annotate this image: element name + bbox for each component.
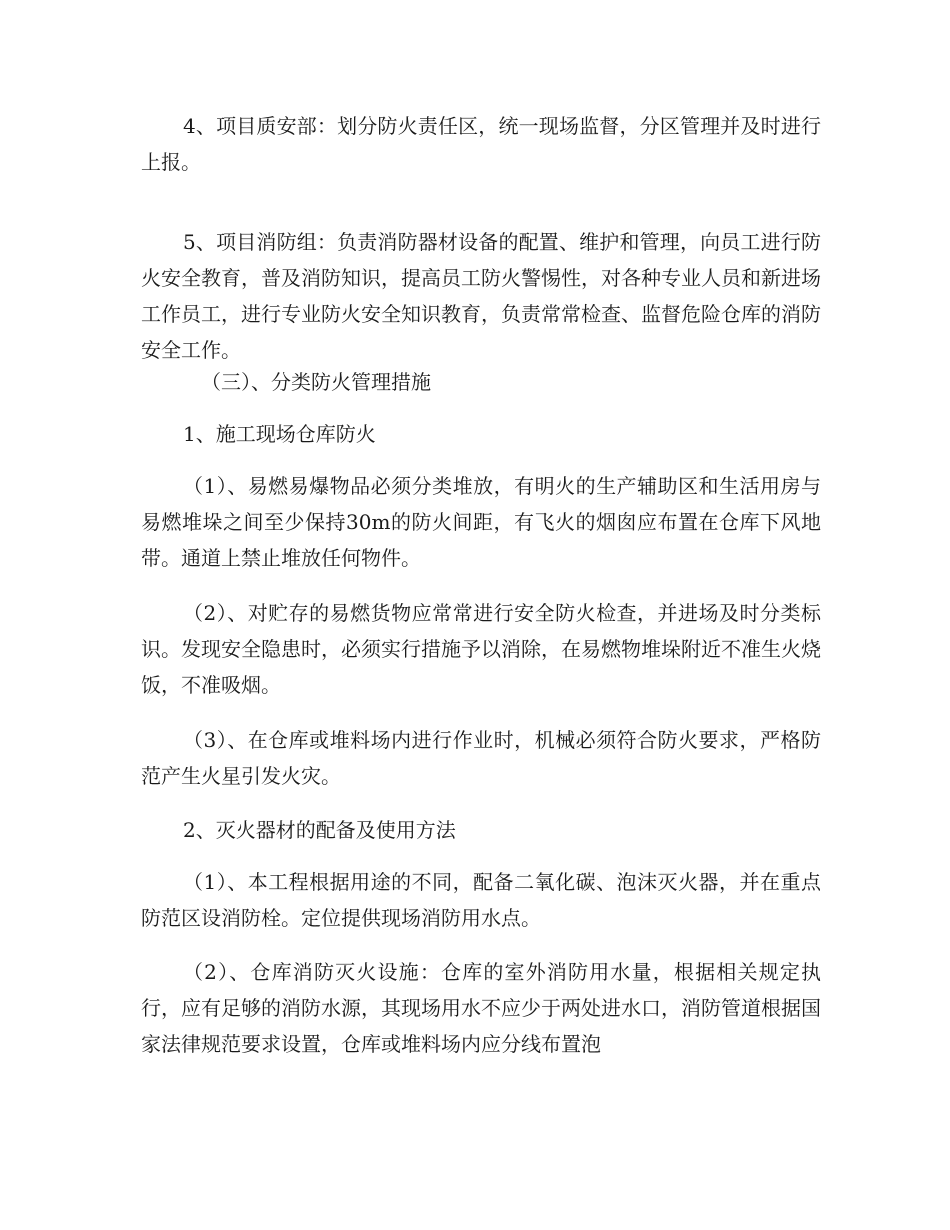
- paragraph-item-2-inspection: （2）、对贮存的易燃货物应常常进行安全防火检查，并进场及时分类标识。发现安全隐患时，必须实行措施予以消除，在易燃物堆垛附近不准生火烧饭，不准吸烟。: [141, 601, 821, 697]
- paragraph-item-1-storage: （1）、易燃易爆物品必须分类堆放，有明火的生产辅助区和生活用房与易燃堆垛之间至少保持30m的防火间距，有飞火的烟囱应布置在仓库下风地带。通道上禁止堆放任何物件。: [141, 474, 821, 570]
- subheading-warehouse-fire: 1、施工现场仓库防火: [183, 422, 376, 446]
- section-heading-fire-measures: （三）、分类防火管理措施: [201, 370, 431, 394]
- paragraph-extinguisher-item-2: （2）、仓库消防灭火设施：仓库的室外消防用水量，根据相关规定执行，应有足够的消防水源，其现场用水不应少于两处进水口，消防管道根据国家法律规范要求设置，仓库或堆料场内应分线布置泡: [141, 960, 821, 1056]
- subheading-extinguishers: 2、灭火器材的配备及使用方法: [183, 818, 456, 842]
- paragraph-extinguisher-item-1: （1）、本工程根据用途的不同，配备二氧化碳、泡沫灭火器，并在重点防范区设消防栓。定位提供现场消防用水点。: [141, 870, 821, 930]
- paragraph-fire-team: 5、项目消防组：负责消防器材设备的配置、维护和管理，向员工进行防火安全教育，普及消防知识，提高员工防火警惕性，对各种专业人员和新进场工作员工，进行专业防火安全知识教育，负责常常检查、监督危险仓库的消防安全工作。: [141, 230, 821, 362]
- paragraph-item-3-operations: （3）、在仓库或堆料场内进行作业时，机械必须符合防火要求，严格防范产生火星引发火灾。: [141, 728, 821, 788]
- paragraph-quality-safety-dept: 4、项目质安部：划分防火责任区，统一现场监督，分区管理并及时进行上报。: [141, 114, 821, 174]
